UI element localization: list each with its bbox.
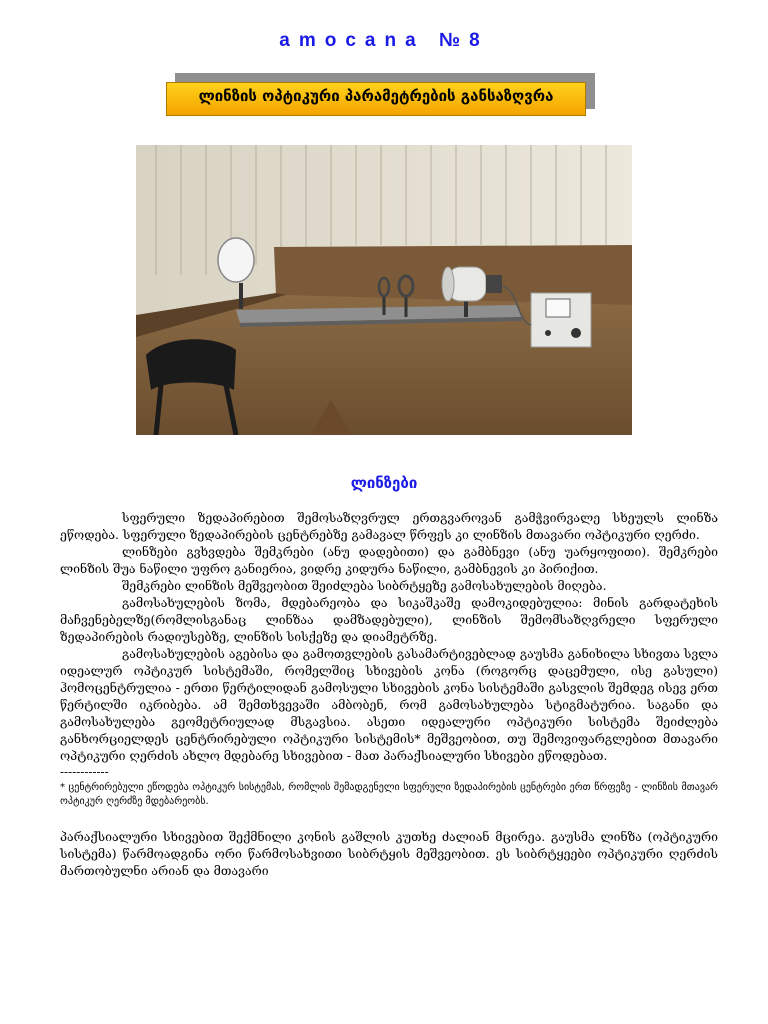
body-text bbox=[60, 510, 718, 880]
section-title: ლინზები bbox=[350, 474, 418, 492]
title-banner: ლინზის ოპტიკური პარამეტრების განსაზღვრა bbox=[166, 82, 586, 116]
paragraph-5: გამოსახულების აგებისა და გამოთვლების გასამარტივებლად გაუსმა განიხილა სხივთა სვლა იდეალურ ოპტიკურ სისტემაში, რომელშიც სხივების კონა (როგორც დაცემული, ისე გასული) ჰომოცენტრულია - ერთი წერტილიდან გამოსული სხივების კონა სისტემაში გასვლის შემდეგ ისევ ერთ წერტილში იკრიბება. ამ შემთხვევაში ამბობენ, რომ გამოსახულება სტიგმატურია. საგანი და გამოსახულება გეომეტრიულად მსგავსია. ასეთი იდეალური ოპტიკური სისტემა შეიძლება განხორციელდეს ცენტრირებული ოპტიკური სისტემის* მეშვეობით, თუ შემოვიფარგლებით მთავარი ოპტიკური ღერძის ახლო მდებარე სხივებით - მათ პარაქსიალური სხივები ეწოდებათ. bbox=[60, 647, 718, 763]
paragraph-3: შემკრები ლინზის მეშვეობით შეიძლება სიბრტყეზე გამოსახულების მიღება. bbox=[122, 579, 607, 593]
lab-photo bbox=[136, 145, 632, 435]
paragraph-2: ლინზები გვხვდება შემკრები (ანუ დადებითი) და გამბნევი (ანუ უარყოფითი). შემკრები ლინზის შუა ნაწილი უფრო განიერია, ვიდრე კიდურა ნაწილი, გამბნევის კი პირიქით. bbox=[60, 545, 718, 576]
paragraph-6: პარაქსიალური სხივებით შექმნილი კონის გაშლის კუთხე ძალიან მცირეა. გაუსმა ლინზა (ოპტიკური სისტემა) წარმოადგინა ორი წარმოსახვითი სიბრტყის მეშვეობით. ეს სიბრტყეები ოპტიკური ღერძის მართობულნი არიან და მთავარი bbox=[60, 830, 718, 878]
optical-bench-photo bbox=[136, 145, 632, 435]
document-header: amocana №8 bbox=[279, 30, 489, 51]
footnote-divider: ------------ bbox=[60, 765, 109, 779]
paragraph-1: სფერული ზედაპირებით შემოსაზღვრულ ერთგვაროვან გამჭვირვალე სხეულს ლინზა ეწოდება. სფერული ზედაპირების ცენტრებზე გამავალ წრფეს კი ლინზის მთავარი ოპტიკური ღერძი. bbox=[60, 511, 718, 542]
footnote: * ცენტრირებული ეწოდება ოპტიკურ სისტემას, რომლის შემადგენელი სფერული ზედაპირების ცენტრები ერთ წრფეზე - ლინზის მთავარ ოპტიკურ ღერძზე მდებარეობს. bbox=[60, 782, 718, 807]
paragraph-4: გამოსახულების ზომა, მდებარეობა და სიკაშკაშე დამოკიდებულია: მინის გარდატეხის მაჩვენებელზე(რომლისგანაც ლინზაა დამზადებული), ლინზის შემომსაზღვრელი სფერული ზედაპირების რადიუსებზე, ლინზის სისქეზე და დიამეტრზე. bbox=[60, 596, 718, 644]
